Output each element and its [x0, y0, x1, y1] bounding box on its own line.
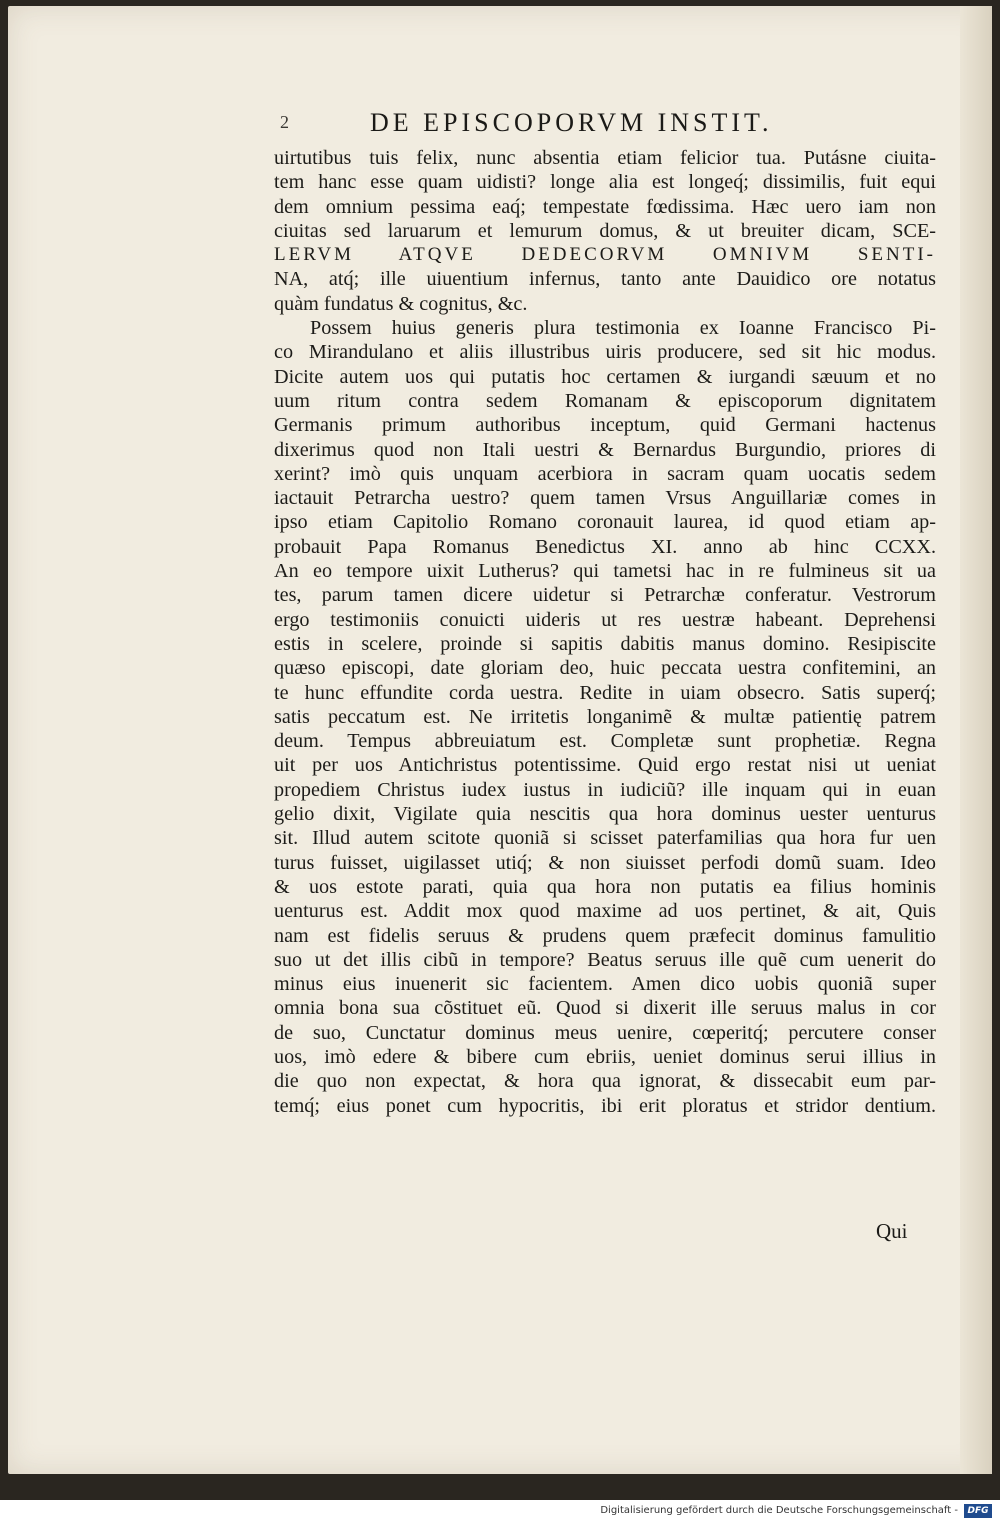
text-line: co Mirandulano et aliis illustribus uiris producere, sed sit hic modus.	[274, 341, 936, 364]
text-line: quàm fundatus & cognitus, &c.	[274, 292, 528, 315]
text-line: gelio dixit, Vigilate quia nescitis qua hora dominus uester uenturus	[274, 803, 936, 826]
text-block	[274, 146, 936, 1118]
text-line: de suo, Cunctatur dominus meus uenire, cœperitq́; percutere conser	[274, 1021, 936, 1044]
text-line: tes, parum tamen dicere uidetur si Petrarchæ conferatur. Vestrorum	[274, 584, 936, 607]
text-line: Germanis primum authoribus inceptum, quid Germani hactenus	[274, 414, 936, 437]
text-line: dem omnium pessima eaq́; tempestate fœdissima. Hæc uero iam non	[274, 195, 936, 218]
page-mark: 2	[280, 112, 289, 132]
page-edge	[960, 6, 992, 1474]
text-line: An eo tempore uixit Lutherus? qui tametsi hac in re fulmineus sit ua	[274, 560, 936, 583]
text-line: ciuitas sed laruarum et lemurum domus, & ut breuiter dicam, SCE-	[274, 219, 936, 242]
text-line: & uos estote parati, quia qua hora non putatis ea filius hominis	[274, 875, 936, 898]
text-line: uirtutibus tuis felix, nunc absentia etiam felicior tua. Putásne ciuita-	[274, 147, 936, 169]
text-line: xerint? imò quis unquam acerbiora in sacram quam uocatis sedem	[274, 462, 936, 485]
text-line: estis in scelere, proinde si sapitis dabitis manus domino. Resipiscite	[274, 632, 936, 655]
text-line: ipso etiam Capitolio Romano coronauit laurea, id quod etiam ap-	[274, 511, 936, 534]
text-line: uos, imò edere & bibere cum ebriis, ueniet dominus serui illius in	[274, 1045, 936, 1068]
text-line: omnia bona sua cõstituet eũ. Quod si dixerit ille seruus malus in cor	[274, 997, 936, 1020]
text-line: uit per uos Antichristus potentissime. Quid ergo restat nisi ut ueniat	[274, 754, 936, 777]
text-line: iactauit Petrarcha uestro? quem tamen Vrsus Anguillariæ comes in	[274, 487, 936, 510]
text-line: sit. Illud autem scitote quoniã si scisset paterfamilias qua hora fur uen	[274, 827, 936, 850]
text-line: minus eius inuenerit sic facientem. Amen dico uobis quoniã super	[274, 973, 936, 996]
text-line: uenturus est. Addit mox quod maxime ad uos pertinet, & ait, Quis	[274, 900, 936, 923]
text-line: die quo non expectat, & hora qua ignorat, & dissecabit eum par-	[274, 1070, 936, 1093]
text-line: ergo testimoniis conuicti uideris ut res uestræ habeant. Deprehensi	[274, 608, 936, 631]
text-line: Possem huius generis plura testimonia ex Ioanne Francisco Pi-	[310, 317, 936, 340]
text-line: NA, atq́; ille uiuentium infernus, tanto ante Dauidico ore notatus	[274, 268, 936, 291]
text-line: LERVM ATQVE DEDECORVM OMNIVM SENTI-	[274, 244, 936, 266]
text-line: propediem Christus iudex iustus in iudiciũ? ille inquam qui in euan	[274, 778, 936, 801]
text-line: suo ut det illis cibũ in tempore? Beatus seruus ille quẽ cum uenerit do	[274, 948, 936, 971]
catchword: Qui	[876, 1219, 908, 1243]
text-line: dixerimus quod non Itali uestri & Bernardus Burgundio, priores di	[274, 438, 936, 461]
text-line: Dicite autem uos qui putatis hoc certamen & iurgandi sæuum et no	[274, 365, 936, 388]
text-line: probauit Papa Romanus Benedictus XI. anno ab hinc CCXX.	[274, 535, 936, 558]
dfg-logo[interactable]: DFG	[964, 1504, 992, 1518]
text-line: deum. Tempus abbreuiatum est. Completæ sunt prophetiæ. Regna	[274, 730, 936, 753]
text-line: temq́; eius ponet cum hypocritis, ibi erit ploratus et stridor dentium.	[274, 1094, 936, 1117]
running-head: DE EPISCOPORVM INSTIT.	[370, 108, 773, 137]
text-line: tem hanc esse quam uidisti? longe alia est longeq́; dissimilis, fuit equi	[274, 171, 936, 194]
text-line: quæso episcopi, date gloriam deo, huic peccata uestra confitemini, an	[274, 657, 936, 680]
text-line: turus fuisset, uigilasset utiq́; & non siuisset perfodi domũ suam. Ideo	[274, 851, 936, 874]
footer-bar	[0, 1500, 1000, 1523]
text-line: satis peccatum est. Ne irritetis longanimẽ & multæ patientię patrem	[274, 705, 936, 728]
text-line: uum ritum contra sedem Romanam & episcoporum dignitatem	[274, 389, 936, 412]
footer-credit: Digitalisierung gefördert durch die Deutsche Forschungsgemeinschaft -	[600, 1505, 958, 1516]
text-line: te hunc effundite corda uestra. Redite in uiam obsecro. Satis superq́;	[274, 681, 936, 704]
text-line: nam est fidelis seruus & prudens quem præfecit dominus famulitio	[274, 924, 936, 947]
